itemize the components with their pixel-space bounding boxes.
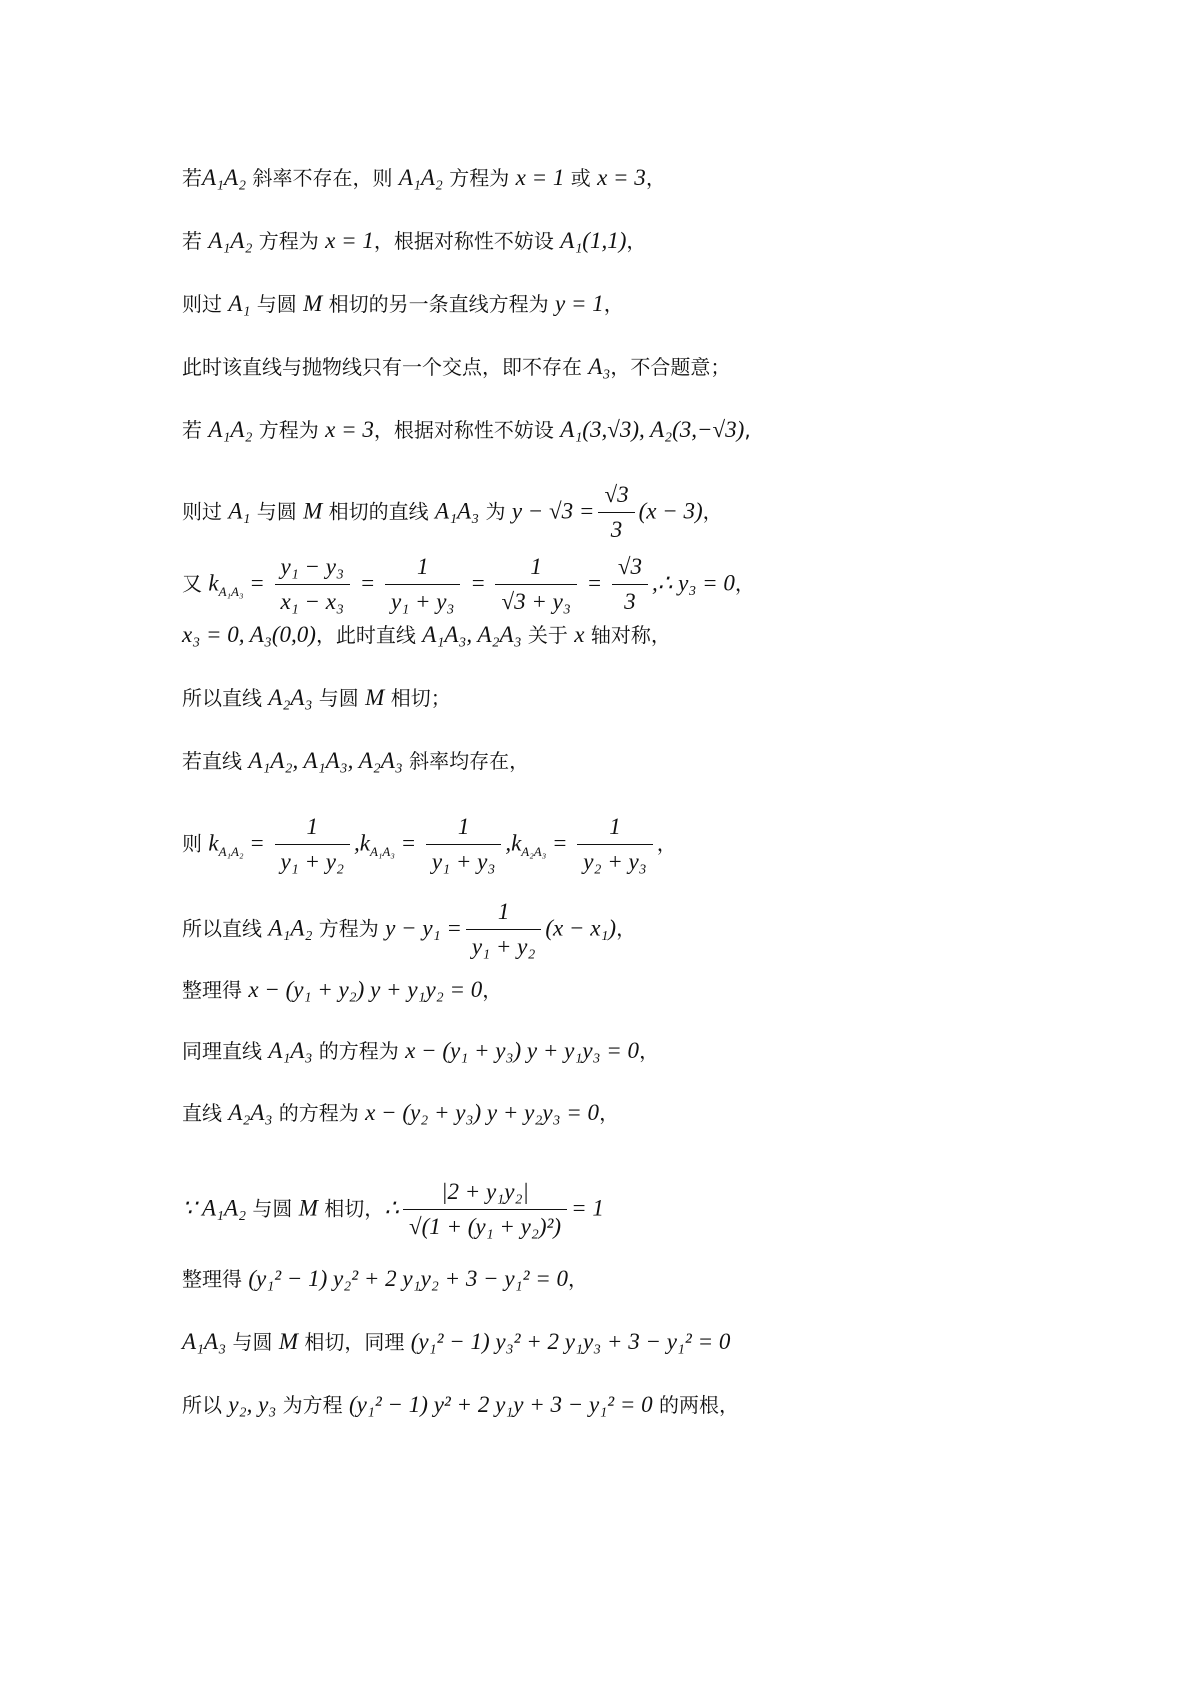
math: x − (y₂ + y₃) y + y₂y₃ = 0 — [365, 1100, 600, 1125]
math: A₂A₃ — [268, 685, 313, 710]
math: ,∴ y₃ = 0 — [651, 570, 735, 596]
text: ， — [599, 1101, 620, 1125]
text-line — [182, 746, 529, 777]
text-line — [182, 975, 502, 1006]
fraction-denominator: y₁ + y₂ — [280, 849, 344, 874]
text-line — [182, 1036, 659, 1067]
math: M — [298, 1195, 318, 1221]
fraction — [495, 550, 576, 619]
equals-sign: = — [580, 570, 608, 596]
text: 轴对称， — [584, 623, 671, 647]
fraction-numerator: 1 — [495, 550, 576, 585]
fraction-denominator: x₁ − x₃ — [280, 589, 344, 614]
math: A₁A₂ — [208, 417, 253, 442]
text: ， — [568, 1267, 588, 1291]
text: ， — [639, 1039, 660, 1063]
fraction — [385, 550, 460, 619]
fraction-denominator: 3 — [624, 589, 636, 614]
math: (y₁² − 1) y₃² + 2 y₁y₃ + 3 − y₁² = 0 — [410, 1329, 731, 1354]
equals-sign: = — [394, 830, 422, 856]
text: 若 — [182, 418, 209, 442]
subscript: A₂A₃ — [521, 843, 547, 859]
text-line — [182, 683, 451, 714]
text: ， — [482, 978, 503, 1002]
math: M — [303, 291, 323, 316]
math: A₁A₃ — [268, 1038, 313, 1063]
text: 与圆 — [250, 499, 304, 524]
fraction-numerator: 1 — [466, 895, 541, 930]
fraction — [426, 810, 501, 879]
text: , — [744, 418, 751, 442]
text: 与圆 — [312, 686, 366, 710]
math: A₁ — [228, 291, 251, 316]
text: 直线 — [182, 1101, 229, 1125]
fraction-denominator: y₁ + y₂ — [471, 934, 536, 959]
text: 整理得 — [182, 978, 249, 1002]
text-line — [182, 550, 755, 619]
text-line — [182, 415, 751, 446]
text: 斜率不存在，则 — [246, 166, 399, 190]
text: ， — [656, 831, 677, 856]
math: x = 1 — [325, 228, 374, 253]
text: 相切的直线 — [322, 499, 436, 524]
fraction-denominator: √(1 + (y₁ + y₂)²) — [408, 1214, 562, 1239]
text-line — [182, 810, 677, 879]
text: 相切的另一条直线方程为 — [322, 292, 556, 316]
fraction — [466, 895, 541, 964]
text-line — [182, 620, 671, 651]
fraction-denominator: √3 + y₃ — [501, 589, 571, 614]
math: A₁(3,√3), A₂(3,−√3) — [560, 417, 745, 442]
fraction-denominator: 3 — [610, 517, 623, 542]
math: ∵ — [182, 1195, 202, 1221]
fraction — [275, 810, 350, 879]
math: ,k — [505, 830, 522, 856]
fraction-numerator: y₁ − y₃ — [275, 550, 350, 585]
text: 此时该直线与抛物线只有一个交点，即不存在 — [182, 355, 589, 379]
text: 方程为 — [312, 916, 386, 941]
math: A₁A₃ — [182, 1329, 227, 1354]
math: x = 3 — [597, 165, 646, 190]
math: (y₁² − 1) y² + 2 y₁y + 3 − y₁² = 0 — [349, 1392, 653, 1417]
text: 若 — [182, 229, 209, 253]
math: A₃ — [588, 354, 611, 379]
fraction — [598, 478, 634, 547]
text: 所以 — [182, 1393, 229, 1417]
equals-sign: = — [353, 570, 381, 596]
text: 方程为 — [252, 229, 326, 253]
math: A₁A₂ — [201, 1195, 247, 1221]
fraction-numerator: √3 — [612, 550, 648, 585]
text-line — [182, 1390, 739, 1421]
math: x = 1 — [515, 165, 565, 190]
math: y₂, y₃ — [228, 1392, 277, 1417]
math: A₁(1,1) — [560, 228, 627, 253]
math: M — [365, 685, 385, 710]
text-line — [182, 289, 624, 320]
text-line — [182, 895, 636, 964]
math: A₂A₃ — [228, 1100, 273, 1125]
text: ，根据对称性不妨设 — [373, 229, 561, 253]
math: A₁A₃ — [435, 498, 480, 524]
text: ， — [603, 292, 624, 316]
text: 则过 — [182, 499, 229, 524]
text: 方程为 — [442, 166, 516, 190]
text-line — [182, 1098, 619, 1129]
fraction-numerator: 1 — [577, 810, 652, 845]
subscript: A₁A₂ — [218, 843, 244, 859]
text: 为方程 — [276, 1393, 349, 1417]
text-line — [182, 1264, 588, 1295]
fraction-numerator: √3 — [598, 478, 634, 513]
fraction-numerator: 1 — [385, 550, 460, 585]
text: 同理直线 — [182, 1039, 269, 1063]
math: x₃ = 0, A₃(0,0) — [182, 622, 316, 647]
math: A₁A₂ — [202, 165, 247, 190]
math: A₁A₂ — [398, 165, 443, 190]
text: 相切， — [317, 1196, 385, 1221]
text: 斜率均存在， — [402, 749, 530, 773]
math: M — [278, 1329, 298, 1354]
fraction-denominator: y₁ + y₃ — [431, 849, 496, 874]
math: = 1 — [571, 1195, 604, 1221]
text-line — [182, 163, 666, 194]
text-line — [182, 352, 730, 383]
text: 相切； — [384, 686, 451, 710]
math: y = 1 — [555, 291, 604, 316]
text: 整理得 — [182, 1267, 249, 1291]
text: 为 — [479, 499, 512, 524]
text: 与圆 — [250, 292, 304, 316]
math: A₁A₂, A₁A₃, A₂A₃ — [248, 748, 403, 773]
math: x − (y₁ + y₃) y + y₁y₃ = 0 — [405, 1038, 640, 1063]
text: 则 — [182, 831, 209, 856]
text: ， — [616, 916, 637, 941]
text: 或 — [564, 166, 598, 190]
text: ， — [626, 229, 647, 253]
text: 所以直线 — [182, 686, 269, 710]
fraction — [612, 550, 648, 619]
math: x — [574, 622, 585, 647]
math: (x − 3) — [638, 498, 703, 524]
fraction — [577, 810, 652, 879]
text: ，根据对称性不妨设 — [373, 418, 561, 442]
subscript: A₁A₃ — [369, 843, 395, 859]
text: 的两根， — [652, 1393, 739, 1417]
math: A₁ — [228, 498, 251, 524]
fraction-denominator: y₂ + y₃ — [583, 849, 647, 874]
fraction-numerator: |2 + y₁y₂| — [403, 1175, 567, 1210]
text: 关于 — [521, 623, 575, 647]
text: 又 — [182, 571, 209, 596]
text: ， — [645, 166, 666, 190]
fraction — [403, 1175, 567, 1244]
text: 的方程为 — [272, 1101, 366, 1125]
math: ∴ — [384, 1195, 399, 1221]
math: ,k — [353, 830, 370, 856]
text: 若直线 — [182, 749, 249, 773]
text: 的方程为 — [312, 1039, 406, 1063]
equals-sign: = — [243, 830, 271, 856]
equals-sign: = — [243, 570, 271, 596]
fraction-numerator: 1 — [275, 810, 350, 845]
text-line — [182, 1175, 604, 1244]
text-line — [182, 478, 723, 547]
math: (x − x₁) — [545, 915, 617, 941]
text: 相切，同理 — [297, 1330, 411, 1354]
math: M — [303, 498, 323, 524]
math: A₁A₂ — [268, 915, 313, 941]
text: ， — [734, 571, 755, 596]
math: k — [208, 570, 219, 596]
text: 则过 — [182, 292, 229, 316]
text-line — [182, 1327, 730, 1358]
text: ， — [702, 499, 723, 524]
math: (y₁² − 1) y₂² + 2 y₁y₂ + 3 − y₁² = 0 — [248, 1266, 568, 1291]
text: ，此时直线 — [315, 623, 423, 647]
math: A₁A₂ — [208, 228, 253, 253]
math: y − y₁ = — [385, 915, 462, 941]
math: x = 3 — [325, 417, 374, 442]
math: k — [208, 830, 219, 856]
fraction — [275, 550, 350, 619]
text: ，不合题意； — [610, 355, 731, 379]
equals-sign: = — [464, 570, 492, 596]
math: x − (y₁ + y₂) y + y₁y₂ = 0 — [248, 977, 483, 1002]
text: 方程为 — [252, 418, 326, 442]
equals-sign: = — [546, 830, 574, 856]
text-line — [182, 226, 646, 257]
fraction-denominator: y₁ + y₃ — [391, 589, 455, 614]
text: 与圆 — [246, 1196, 299, 1221]
text: 所以直线 — [182, 916, 269, 941]
math: A₁A₃, A₂A₃ — [422, 622, 522, 647]
math: y − √3 = — [511, 498, 595, 524]
subscript: A₁A₃ — [218, 583, 244, 599]
text: 与圆 — [226, 1330, 279, 1354]
fraction-numerator: 1 — [426, 810, 501, 845]
text: 若 — [182, 166, 202, 190]
